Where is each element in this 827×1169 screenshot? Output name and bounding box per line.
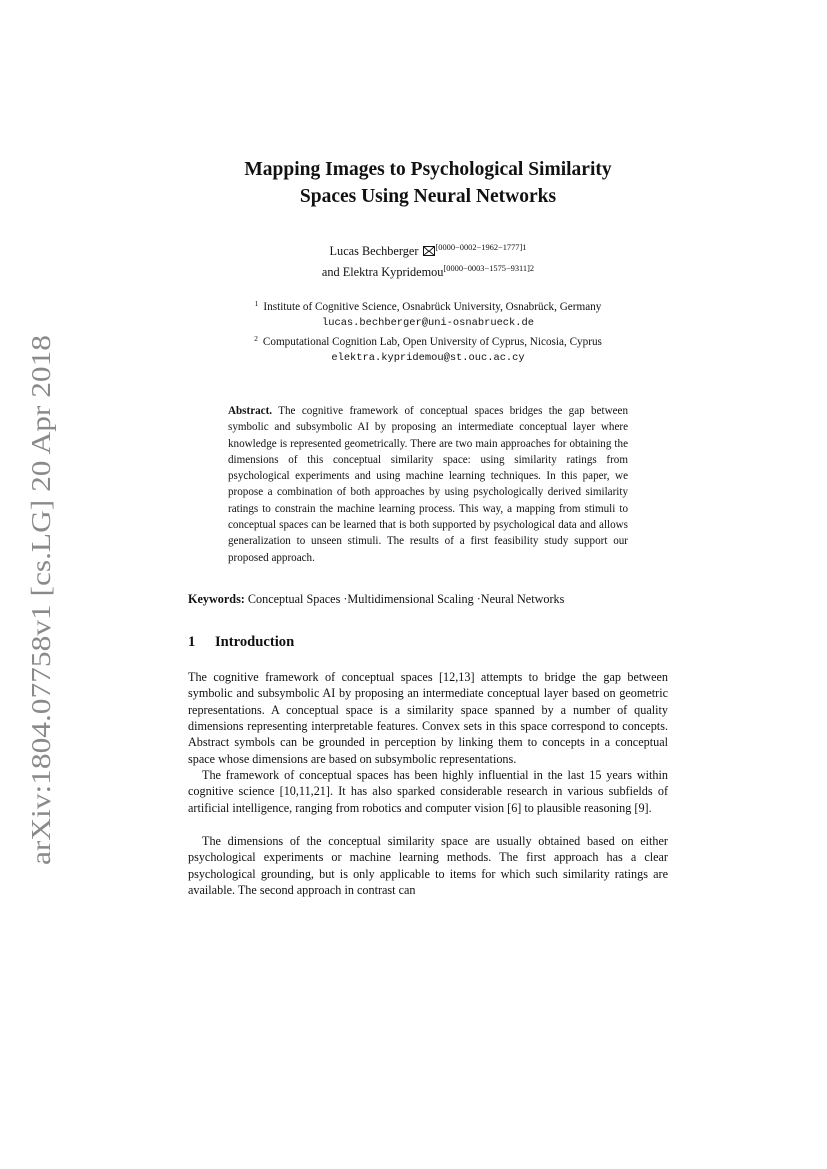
arxiv-sidebar-stamp [4,330,64,870]
author2-orcid: [0000−0003−1575−9311]2 [443,264,535,273]
title-line-2: Spaces Using Neural Networks [299,186,557,207]
paper-title [188,156,668,210]
author2-name: and Elektra Kypridemou [321,265,444,279]
abstract-label: Abstract. [228,405,273,417]
section-title: Introduction [215,633,295,650]
affiliation-2-mark: 2 [254,334,258,343]
keywords-label: Keywords: [188,591,245,606]
affiliations [188,296,668,366]
envelope-icon [423,243,435,253]
affiliation-2-text: Computational Cognition Lab, Open University of Cyprus, Nicosia, Cyprus [262,336,602,348]
arxiv-identifier: arXiv:1804.07758v1 [cs.LG] 20 Apr 2018 [25,400,56,865]
affiliation-1 [188,296,668,316]
author-line-1 [188,239,668,260]
section-heading-introduction [188,634,668,651]
affiliation-1-mark: 1 [254,299,259,308]
abstract-text: The cognitive framework of conceptual spaces bridges the gap between symbolic and subsymbolic AI by proposing an intermediate conceptual layer where knowledge is represented geometrically. There are two main approaches for obtaining the dimensions of this conceptual similarity space: using similarity ratings from psychological experiments and using machine learning techniques. In this paper, we propose a combination of both approaches by using psychologically derived similarity ratings to constrain the machine learning process. This way, a mapping from stimuli to conceptual spaces can be learned that is both supported by psychological data and allows generalization to unseen stimuli. The results of a first feasibility study support our proposed approach. [228,405,628,564]
intro-paragraph-2: The framework of conceptual spaces has been highly influential in the last 15 years within cognitive science [10,11,21]. It has also sparked considerable research in various subfields of artificial intelligence, ranging from robotics and computer vision [6] to plausible reasoning [9]. [188,768,668,815]
intro-paragraph-3: The dimensions of the conceptual similarity space are usually obtained based on either psychological experiments or machine learning methods. The first approach has a clear psychological grounding, but is only applicable to items for which such similarity ratings are available. The second approach in contrast can [188,834,668,898]
author1-orcid: [0000−0002−1962−1777]1 [435,243,527,252]
paper-page [188,156,668,898]
affiliation-2 [188,331,668,351]
email-2: elektra.kypridemou@st.ouc.ac.cy [331,351,525,364]
author1-name: Lucas Bechberger [329,244,419,258]
author-line-2 [188,260,668,281]
affiliation-1-text: Institute of Cognitive Science, Osnabrück University, Osnabrück, Germany [263,301,602,313]
email-1: lucas.bechberger@uni-osnabrueck.de [321,316,534,329]
title-line-1: Mapping Images to Psychological Similarity [244,159,612,180]
intro-paragraph-1: The cognitive framework of conceptual spaces [12,13] attempts to bridge the gap between symbolic and subsymbolic AI by proposing an intermediate conceptual layer based on geometric representations. A conceptual space is a similarity space spanned by a number of quality dimensions representing interpretable features. Convex sets in this space correspond to concepts. Abstract symbols can be grounded in perception by linking them to concepts in a conceptual space whose dimensions are based on subsymbolic representations. [188,669,668,766]
section-number: 1 [188,633,196,650]
author-block [188,239,668,281]
keywords [188,591,668,608]
abstract [228,403,628,566]
keywords-text: Conceptual Spaces ·Multidimensional Scaling ·Neural Networks [247,591,565,606]
